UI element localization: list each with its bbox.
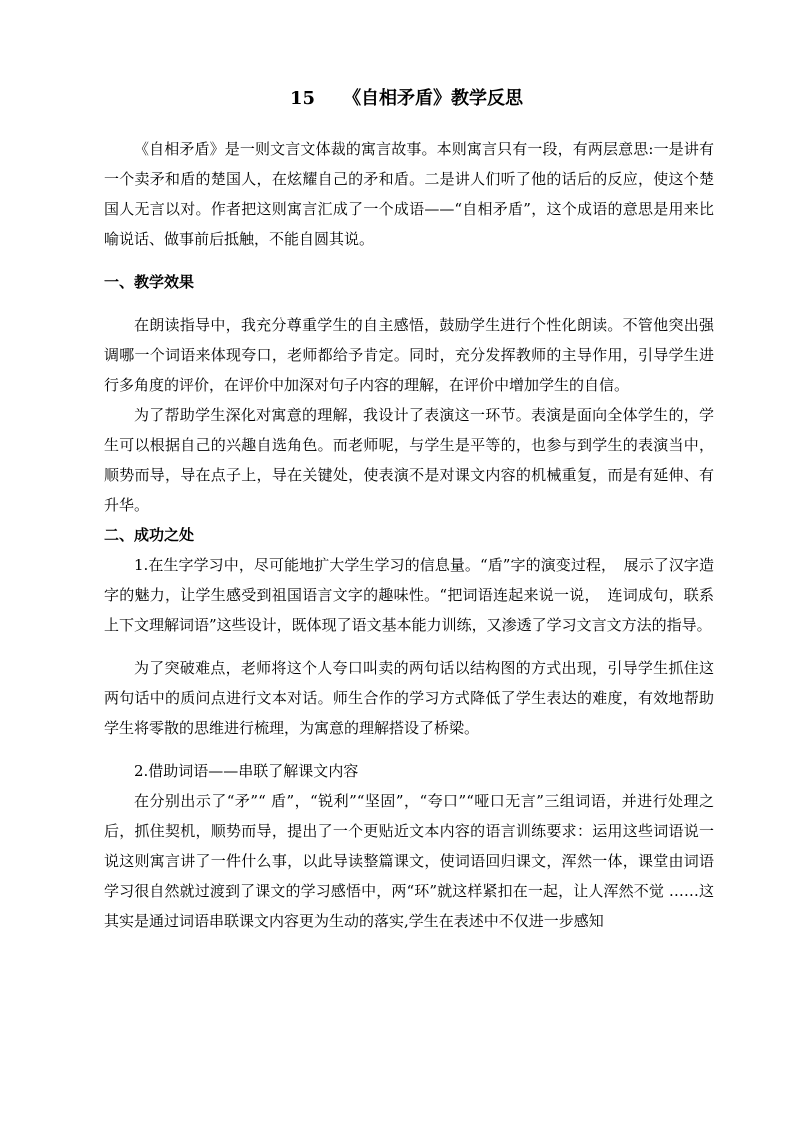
paragraph-subheading-words: 2.借助词语——串联了解课文内容 bbox=[134, 762, 359, 780]
section-heading-successes: 二、成功之处 bbox=[104, 526, 195, 544]
spacer bbox=[104, 254, 714, 267]
paragraph-reading-guidance: 在朗读指导中，我充分尊重学生的自主感悟，鼓励学生进行个性化朗读。不管他突出强调哪一个词语来体现夸口，老师都给予肯定。同时，充分发挥教师的主导作用，引导学生进行多角度的评价，在评价中加深对句子内容的理解，在评价中增加学生的自信。 bbox=[104, 316, 714, 394]
title-text: 《自相矛盾》教学反思 bbox=[343, 88, 524, 109]
document-title bbox=[290, 84, 523, 110]
section-heading-teaching-effect: 一、教学效果 bbox=[104, 273, 195, 291]
intro-paragraph: 《自相矛盾》是一则文言文体裁的寓言故事。本则寓言只有一段，有两层意思:一是讲有一个卖矛和盾的楚国人，在炫耀自己的矛和盾。二是讲人们听了他的话后的反应，使这个楚国人无言以对。作者把这则寓言汇成了一个成语——“自相矛盾”，这个成语的意思是用来比喻说话、做事前后抵触，不能自圆其说。 bbox=[104, 140, 714, 248]
title-number: 15 bbox=[290, 88, 316, 109]
paragraph-difficulty: 为了突破难点，老师将这个人夸口叫卖的两句话以结构图的方式出现，引导学生抓住这两句话中的质问点进行文本对话。师生合作的学习方式降低了学生表达的难度，有效地帮助学生将零散的思维进行梳理，为寓意的理解搭设了桥梁。 bbox=[104, 659, 714, 737]
paragraph-performance: 为了帮助学生深化对寓意的理解，我设计了表演这一环节。表演是面向全体学生的，学生可以根据自己的兴趣自选角色。而老师呢，与学生是平等的，也参与到学生的表演当中，顺势而导，导在点子上，导在关键处，使表演不是对课文内容的机械重复，而是有延伸、有升华。 bbox=[104, 406, 714, 514]
paragraph-character-learning: 1.在生字学习中，尽可能地扩大学生学习的信息量。“盾”字的演变过程， 展示了汉字造字的魅力，让学生感受到祖国语言文字的趣味性。“把词语连起来说一说， 连词成句，联系上下文理解词语”这些设计，既体现了语文基本能力训练，又渗透了学习文言文方法的指导。 bbox=[104, 556, 714, 634]
paragraph-word-groups: 在分别出示了“矛”“ 盾”，“锐利”“坚固”，“夸口”“哑口无言”三组词语，并进行处理之后，抓住契机，顺势而导，提出了一个更贴近文本内容的语言训练要求：运用这些词语说一说这则寓言讲了一件什么事，以此导读整篇课文，使词语回归课文，浑然一体，课堂由词语学习很自然就过渡到了课文的学习感悟中，两“环”就这样紧扣在一起，让人浑然不觉 ……这其实是通过词语串联课文内容更为生动的落实,学生在表述中不仅进一步感知 bbox=[104, 792, 714, 930]
spacer bbox=[104, 743, 714, 756]
document-body bbox=[104, 134, 714, 936]
spacer bbox=[104, 640, 714, 653]
spacer bbox=[104, 297, 714, 310]
